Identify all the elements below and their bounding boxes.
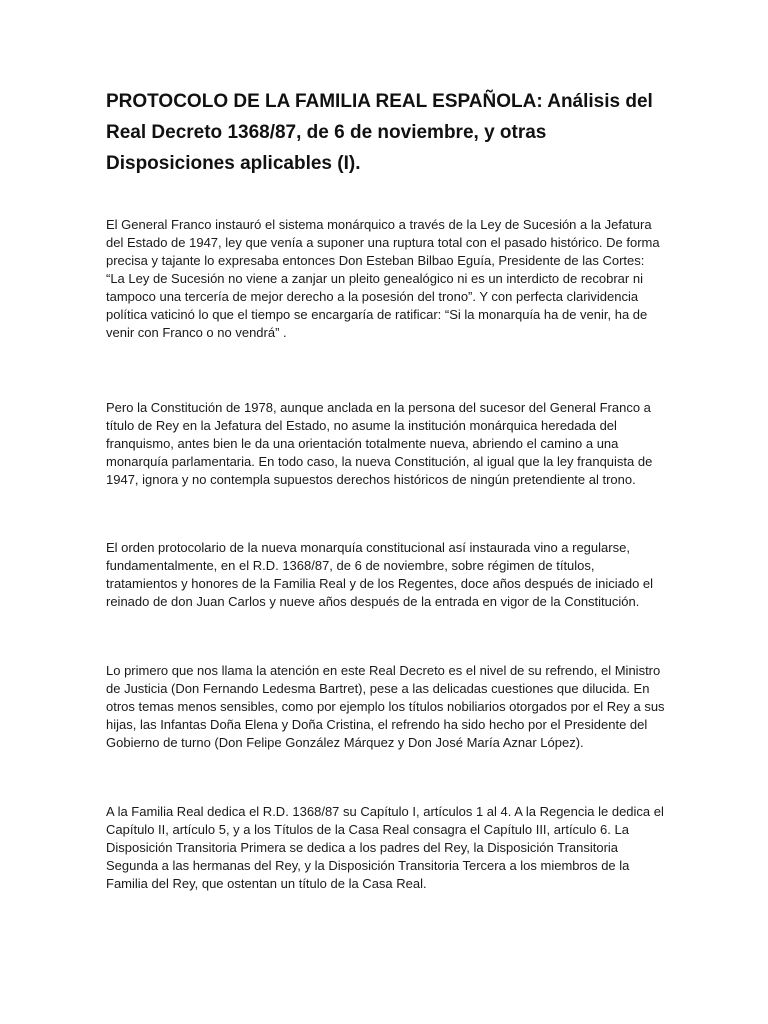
paragraph: El General Franco instauró el sistema monárquico a través de la Ley de Sucesión a la Jefatura del Estado de 1947, ley que venía a suponer una ruptura total con el pasado histórico. De forma precisa y tajante lo expresaba entonces Don Esteban Bilbao Eguía, Presidente de las Cortes: “La Ley de Sucesión no viene a zanjar un pleito genealógico ni es un interdicto de recobrar ni tampoco una tercería de mejor derecho a la posesión del trono”. Y con perfecta clarividencia política vaticinó lo que el tiempo se encargaría de ratificar: “Si la monarquía ha de venir, ha de venir con Franco o no vendrá” . [106, 217, 660, 340]
paragraph: A la Familia Real dedica el R.D. 1368/87 su Capítulo I, artículos 1 al 4. A la Regencia le dedica el Capítulo II, artículo 5, y a los Títulos de la Casa Real consagra el Capítulo III, artículo 6. La Disposición Transitoria Primera se dedica a los padres del Rey, la Disposición Transitoria Segunda a las hermanas del Rey, y la Disposición Transitoria Tercera a los miembros de la Familia del Rey, que ostentan un título de la Casa Real. [106, 804, 664, 891]
paragraph: El orden protocolario de la nueva monarquía constitucional así instaurada vino a regularse, fundamentalmente, en el R.D. 1368/87, de 6 de noviembre, sobre régimen de títulos, tratamientos y honores de la Familia Real y de los Regentes, doce años después de iniciado el reinado de don Juan Carlos y nueve años después de la entrada en vigor de la Constitución. [106, 540, 654, 609]
document-title: PROTOCOLO DE LA FAMILIA REAL ESPAÑOLA: Análisis del Real Decreto 1368/87, de 6 de noviembre, y otras Disposiciones aplicables (I). [106, 91, 653, 174]
paragraph: Lo primero que nos llama la atención en este Real Decreto es el nivel de su refrendo, el Ministro de Justicia (Don Fernando Ledesma Bartret), pese a las delicadas cuestiones que dilucida. En otros temas menos sensibles, como por ejemplo los títulos nobiliarios otorgados por el Rey a sus hijas, las Infantas Doña Elena y Doña Cristina, el refrendo ha sido hecho por el Presidente del Gobierno de turno (Don Felipe González Márquez y Don José María Aznar López). [106, 663, 665, 750]
paragraph: Pero la Constitución de 1978, aunque anclada en la persona del sucesor del General Franco a título de Rey en la Jefatura del Estado, no asume la institución monárquica heredada del franquismo, antes bien le da una orientación totalmente nueva, abriendo el camino a una monarquía parlamentaria. En todo caso, la nueva Constitución, al igual que la ley franquista de 1947, ignora y no contempla supuestos derechos históricos de ningún pretendiente al trono. [106, 400, 653, 487]
